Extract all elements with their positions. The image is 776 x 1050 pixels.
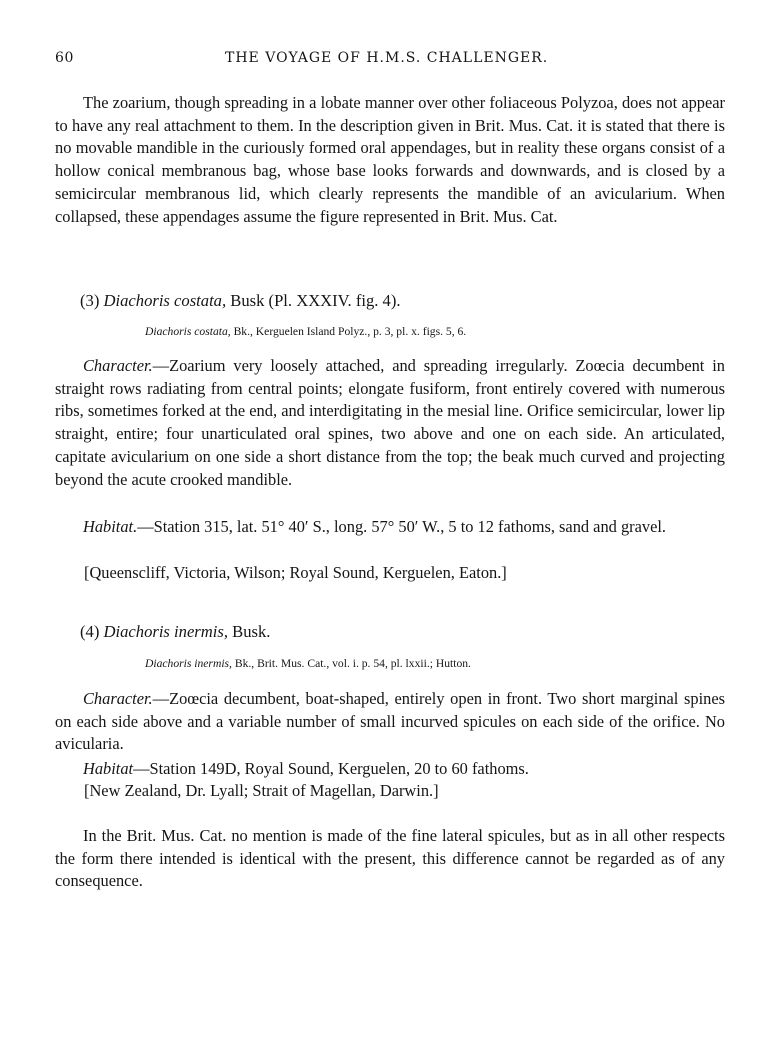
- species-3-reference-text: Bk., Kerguelen Island Polyz., p. 3, pl. x. figs. 5, 6.: [233, 325, 467, 338]
- species-4-habitat-text: —Station 149D, Royal Sound, Kerguelen, 20 to 60 fathoms.: [133, 759, 529, 778]
- species-3-habitat-label: Habitat.: [83, 517, 138, 536]
- species-3-habitat-text: —Station 315, lat. 51° 40′ S., long. 57° 50′ W., 5 to 12 fathoms, sand and gravel.: [137, 517, 667, 536]
- species-4-character-text: —Zoœcia decumbent, boat-shaped, entirely open in front. Two short marginal spines on each side above and a variable number of small incurved spicules on each side of the orifice. No avicularia.: [55, 689, 725, 754]
- page-number: 60: [55, 50, 75, 66]
- species-3-number: (3): [80, 291, 100, 310]
- species-4-habitat: [55, 758, 725, 781]
- species-3-character: [55, 355, 725, 491]
- species-3-reference: [145, 324, 466, 340]
- species-3-reference-name: Diachoris costata,: [145, 325, 231, 338]
- species-4-character: [55, 688, 725, 756]
- species-3-character-text: —Zoarium very loosely attached, and spreading irregularly. Zoœcia decumbent in straight rows radiating from central points; elongate fusiform, front entirely covered with numerous ribs, sometimes forked at the end, and interdigitating in the mesial line. Orifice semicircular, lower lip straight, entire; four unarticulated oral spines, two above and one on each side. An articulated, capitate avicularium on one side a short distance from the top; the beak much curved and projecting beyond the acute crooked mandible.: [55, 356, 725, 489]
- species-4-habitat-label: Habitat: [83, 759, 134, 778]
- species-3-authority: Busk (Pl. XXXIV. fig. 4).: [230, 291, 401, 310]
- species-3-name: Diachoris costata,: [103, 291, 227, 310]
- intro-paragraph: The zoarium, though spreading in a lobate manner over other foliaceous Polyzoa, does not appear to have any real attachment to them. In the description given in Brit. Mus. Cat. it is stated that there is no movable mandible in the curiously formed oral appendages, but in reality these organs consist of a hollow conical membranous bag, whose base looks forwards and downwards, and is closed by a semicircular membranous lid, which clearly represents the mandible of an avicularium. When collapsed, these appendages assume the figure represented in Brit. Mus. Cat.: [55, 93, 725, 226]
- species-3-character-label: Character.: [83, 356, 153, 375]
- species-3-distribution: [Queenscliff, Victoria, Wilson; Royal Sound, Kerguelen, Eaton.]: [84, 563, 507, 582]
- species-4-name: Diachoris inermis,: [103, 622, 228, 641]
- closing-paragraph: In the Brit. Mus. Cat. no mention is made of the fine lateral spicules, but as in all other respects the form there intended is identical with the present, this difference cannot be regarded as of any consequence.: [55, 826, 725, 891]
- species-4-reference-name: Diachoris inermis,: [145, 657, 232, 670]
- species-4-reference-text: Bk., Brit. Mus. Cat., vol. i. p. 54, pl. lxxii.; Hutton.: [234, 657, 471, 670]
- species-4-reference: [145, 656, 471, 672]
- page-header: [55, 50, 725, 72]
- species-4-distribution: [New Zealand, Dr. Lyall; Strait of Magellan, Darwin.]: [84, 781, 439, 800]
- species-3-heading: [80, 290, 401, 312]
- species-4-number: (4): [80, 622, 100, 641]
- species-4-authority: Busk.: [232, 622, 271, 641]
- running-title: THE VOYAGE OF H.M.S. CHALLENGER.: [225, 50, 549, 66]
- species-4-character-label: Character.: [83, 689, 153, 708]
- species-3-habitat: [55, 516, 725, 539]
- species-4-heading: [80, 621, 270, 643]
